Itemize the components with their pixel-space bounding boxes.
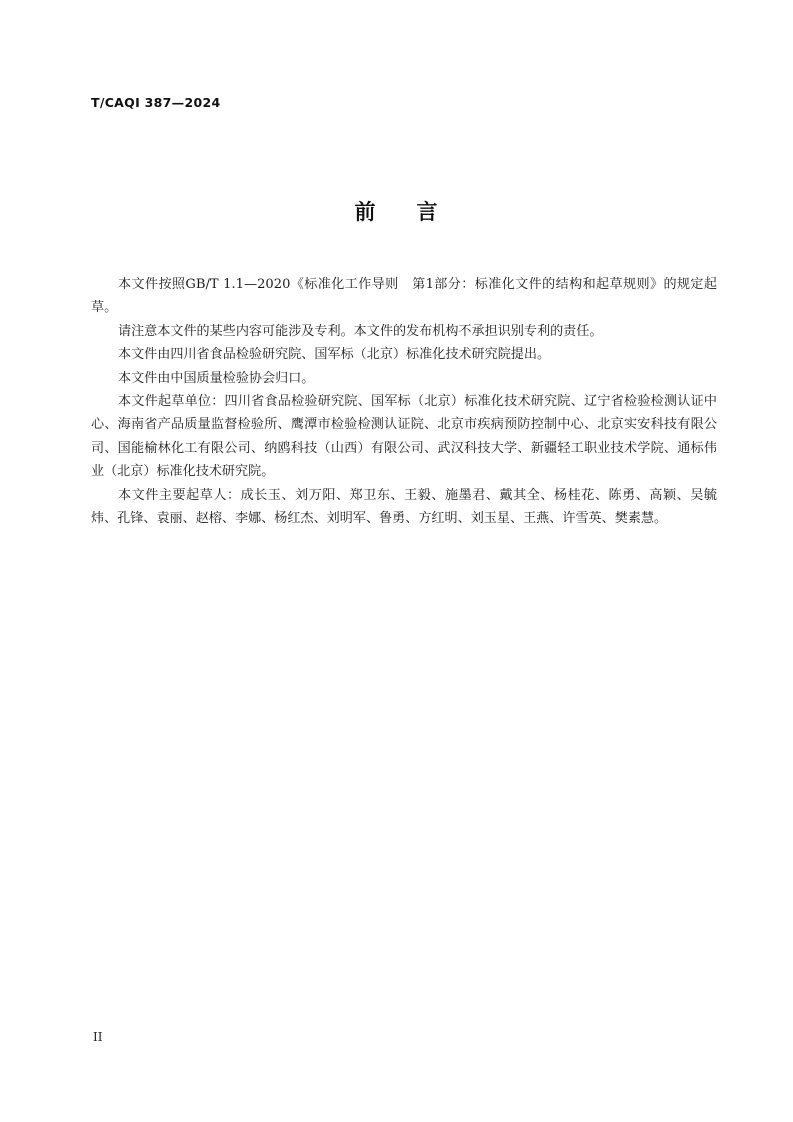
paragraph-patent-notice: 请注意本文件的某些内容可能涉及专利。本文件的发布机构不承担识别专利的责任。 <box>118 323 603 339</box>
section-title-part2: 言 <box>416 200 439 224</box>
document-code: T/CAQI 387—2024 <box>91 95 221 110</box>
section-title-part1: 前 <box>354 200 377 224</box>
paragraph-proposed-by: 本文件由四川省食品检验研究院、国军标（北京）标准化技术研究院提出。 <box>118 347 551 363</box>
paragraph-drafting-rules: 本文件按照GB/T 1.1—2020《标准化工作导则 第1部分：标准化文件的结构和起草规则》的规定起草。 <box>91 277 717 316</box>
paragraph-centralized-by: 本文件由中国质量检验协会归口。 <box>118 370 315 386</box>
page-number: II <box>93 1030 103 1044</box>
section-title-foreword <box>0 196 793 226</box>
paragraph-drafting-organizations: 本文件起草单位：四川省食品检验研究院、国军标（北京）标准化技术研究院、辽宁省检验检测认证中心、海南省产品质量监督检验所、鹰潭市检验检测认证院、北京市疾病预防控制中心、北京实安科技有限公司、国能榆林化工有限公司、纳鸥科技（山西）有限公司、武汉科技大学、新疆轻工职业技术学院、通标伟业（北京）标准化技术研究院。 <box>91 394 717 480</box>
paragraph-main-drafters: 本文件主要起草人：成长玉、刘万阳、郑卫东、王毅、施墨君、戴其全、杨桂花、陈勇、高颖、吴毓炜、孔锋、袁丽、赵榕、李娜、杨红杰、刘明军、鲁勇、方红明、刘玉星、王燕、许雪英、樊素慧。 <box>91 487 717 527</box>
foreword-body <box>91 273 717 530</box>
